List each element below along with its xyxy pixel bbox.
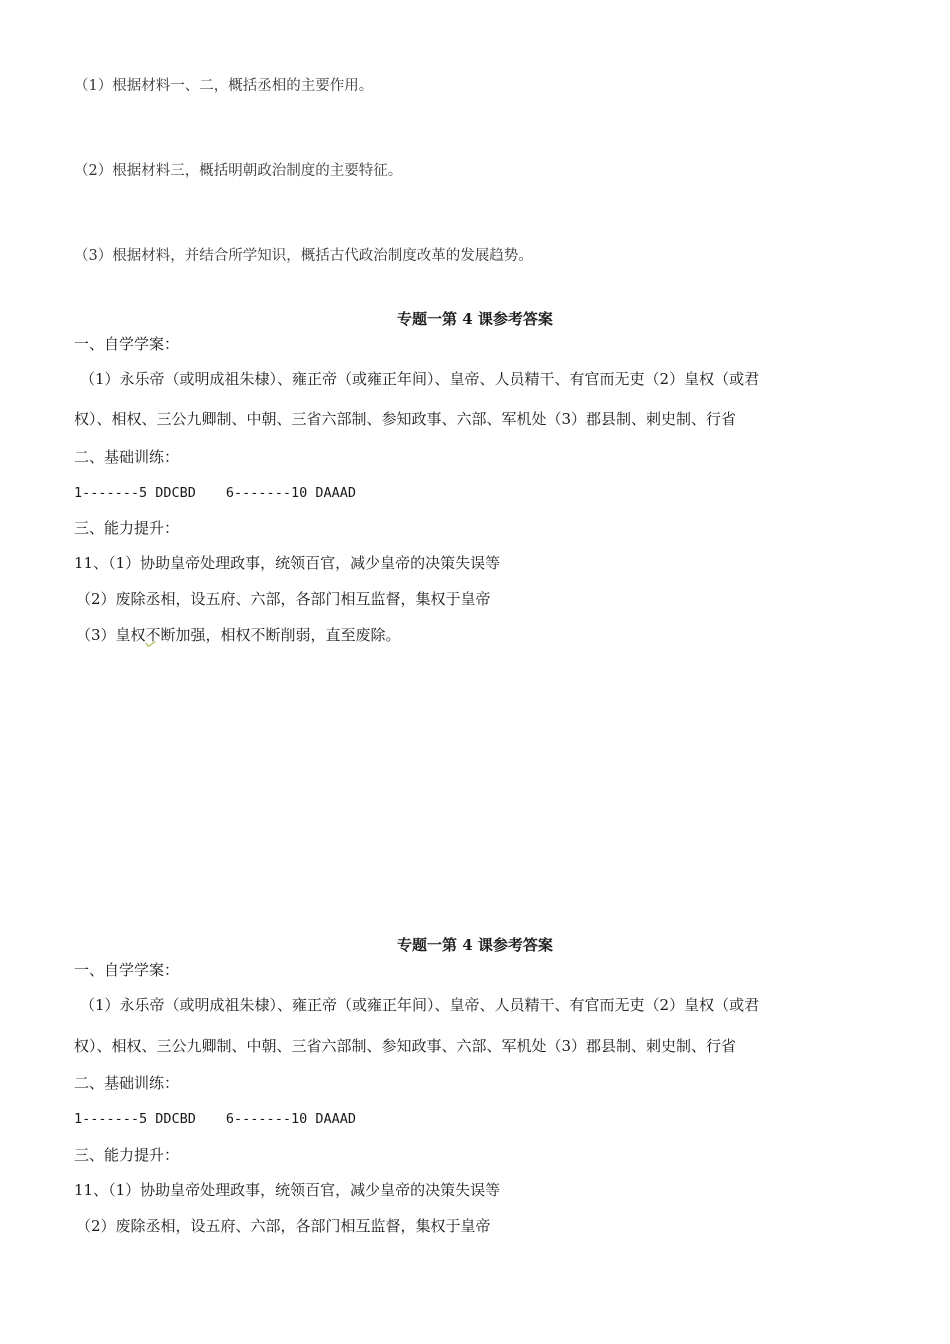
answer-11-part-3: （3）皇权不断加强，相权不断削弱，直至废除。 [76, 626, 401, 644]
answer-range-6-10: 6-------10 DAAAD [225, 1111, 356, 1127]
answer-title: 专题一第 4 课参考答案 [397, 936, 553, 954]
question-2: （2）根据材料三，概括明朝政治制度的主要特征。 [74, 163, 403, 179]
question-1: （1）根据材料一、二，概括丞相的主要作用。 [74, 78, 374, 94]
answer-11-part-2: （2）废除丞相，设五府、六部，各部门相互监督，集权于皇帝 [76, 1217, 491, 1235]
section-heading-self-study: 一、自学学案： [74, 961, 180, 979]
answer-11-part-1: 11、（1）协助皇帝处理政事，统领百官，减少皇帝的决策失误等 [74, 554, 501, 572]
basic-training-answers [74, 1109, 356, 1129]
answer-11-part-2: （2）废除丞相，设五府、六部，各部门相互监督，集权于皇帝 [76, 590, 491, 608]
answer-range-1-5: 1-------5 DDCBD [74, 1111, 196, 1127]
self-study-answer-line: （1）永乐帝（或明成祖朱棣）、雍正帝（或雍正年间）、皇帝、人员精干、有官而无吏（2）皇权（或君 [80, 996, 760, 1014]
question-3: （3）根据材料，并结合所学知识，概括古代政治制度改革的发展趋势。 [74, 248, 533, 264]
answer-title: 专题一第 4 课参考答案 [397, 310, 553, 328]
section-heading-basic-training: 二、基础训练： [74, 1074, 180, 1092]
self-study-answer-line: 权）、相权、三公九卿制、中朝、三省六部制、参知政事、六部、军机处（3）郡县制、刺史制、行省 [74, 410, 737, 428]
self-study-answer-line: 权）、相权、三公九卿制、中朝、三省六部制、参知政事、六部、军机处（3）郡县制、刺史制、行省 [74, 1037, 737, 1055]
section-heading-ability: 三、能力提升： [74, 519, 180, 537]
self-study-answer-line: （1）永乐帝（或明成祖朱棣）、雍正帝（或雍正年间）、皇帝、人员精干、有官而无吏（2）皇权（或君 [80, 370, 760, 388]
section-heading-basic-training: 二、基础训练： [74, 448, 180, 466]
answer-range-6-10: 6-------10 DAAAD [225, 485, 356, 501]
answer-11-part-1: 11、（1）协助皇帝处理政事，统领百官，减少皇帝的决策失误等 [74, 1181, 501, 1199]
section-heading-ability: 三、能力提升： [74, 1146, 180, 1164]
basic-training-answers [74, 483, 356, 503]
section-heading-self-study: 一、自学学案： [74, 335, 180, 353]
answer-range-1-5: 1-------5 DDCBD [74, 485, 196, 501]
